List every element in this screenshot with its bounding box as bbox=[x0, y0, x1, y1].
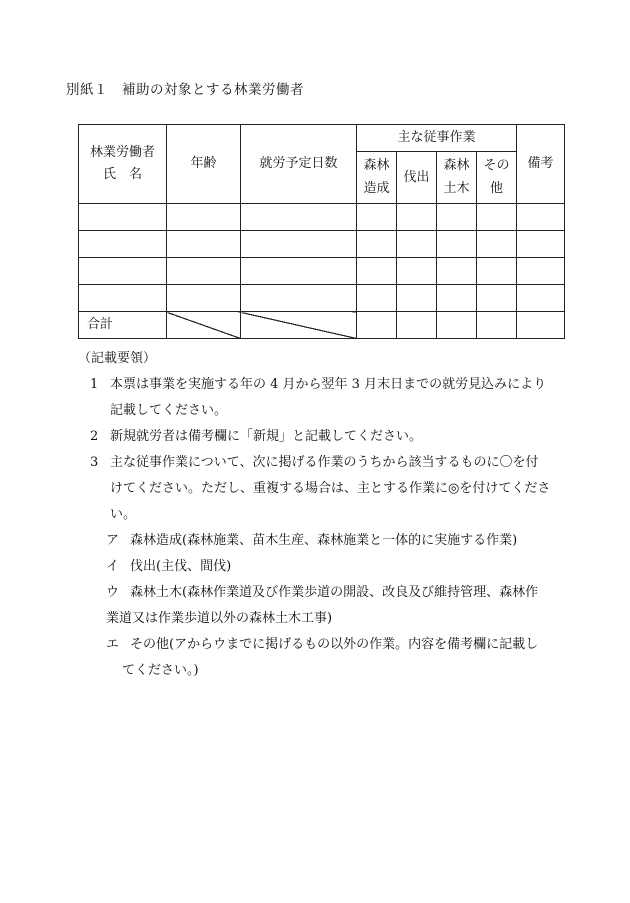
table-cell[interactable] bbox=[397, 285, 437, 312]
category-text: 森林造成(森林施業、苗木生産、森林施業と一体的に実施する作業) bbox=[130, 533, 518, 548]
table-row bbox=[79, 258, 565, 285]
header-worker-line2: 氏 名 bbox=[102, 167, 142, 182]
table-cell[interactable] bbox=[241, 231, 357, 258]
table-cell[interactable] bbox=[357, 312, 397, 339]
table-cell[interactable] bbox=[167, 285, 241, 312]
category-mark: ウ bbox=[106, 585, 120, 600]
header-forest-civil bbox=[437, 152, 477, 204]
table-row bbox=[79, 231, 565, 258]
category-text bbox=[122, 632, 568, 684]
table-cell[interactable] bbox=[241, 258, 357, 285]
table-cell[interactable] bbox=[79, 285, 167, 312]
instruction-item bbox=[78, 372, 568, 424]
table-cell[interactable] bbox=[397, 231, 437, 258]
header-forest-creation-line2: 造成 bbox=[363, 181, 390, 196]
work-category-item bbox=[106, 580, 568, 632]
table-cell[interactable] bbox=[517, 285, 565, 312]
header-work-days: 就労予定日数 bbox=[241, 125, 357, 204]
item-number: 1 bbox=[90, 377, 99, 392]
worker-table bbox=[78, 124, 565, 339]
table-cell[interactable] bbox=[437, 231, 477, 258]
item-line: 本票は事業を実施する年の 4 月から翌年 3 月末日までの就労見込みにより bbox=[110, 377, 547, 392]
item-number: 2 bbox=[90, 429, 99, 444]
header-other bbox=[477, 152, 517, 204]
table-cell[interactable] bbox=[397, 312, 437, 339]
item-number: 3 bbox=[90, 455, 99, 470]
table-cell[interactable] bbox=[167, 204, 241, 231]
table-cell[interactable] bbox=[517, 258, 565, 285]
table-cell[interactable] bbox=[517, 312, 565, 339]
header-main-work: 主な従事作業 bbox=[357, 125, 517, 152]
instructions-heading: （記載要領） bbox=[78, 351, 157, 366]
table-cell[interactable] bbox=[517, 231, 565, 258]
table-cell[interactable] bbox=[79, 231, 167, 258]
table-cell[interactable] bbox=[437, 312, 477, 339]
item-line: 新規就労者は備考欄に「新規」と記載してください。 bbox=[110, 429, 423, 444]
table-cell[interactable] bbox=[477, 204, 517, 231]
category-line: 業道又は作業歩道以外の森林土木工事) bbox=[106, 611, 333, 626]
item-text bbox=[110, 424, 568, 450]
header-forest-civil-line1: 森林 bbox=[443, 158, 470, 173]
header-forest-creation bbox=[357, 152, 397, 204]
item-text bbox=[110, 450, 568, 528]
category-text bbox=[106, 580, 568, 632]
table-cell[interactable] bbox=[241, 285, 357, 312]
table-cell[interactable] bbox=[517, 204, 565, 231]
table-row bbox=[79, 285, 565, 312]
table-cell[interactable] bbox=[477, 312, 517, 339]
work-category-item bbox=[106, 554, 568, 580]
work-category-item bbox=[106, 632, 568, 684]
page-title: 別紙１ 補助の対象とする林業労働者 bbox=[66, 82, 304, 98]
table-cell[interactable] bbox=[357, 204, 397, 231]
table-cell[interactable] bbox=[477, 258, 517, 285]
header-other-line2: 他 bbox=[490, 181, 504, 196]
instruction-item bbox=[78, 424, 568, 450]
category-mark: ア bbox=[106, 533, 120, 548]
table-cell[interactable] bbox=[79, 204, 167, 231]
total-days-diagonal bbox=[241, 312, 357, 339]
table-cell[interactable] bbox=[79, 258, 167, 285]
table-cell[interactable] bbox=[477, 285, 517, 312]
table-cell[interactable] bbox=[437, 285, 477, 312]
table-cell[interactable] bbox=[241, 204, 357, 231]
work-category-item bbox=[106, 528, 568, 554]
header-age: 年齢 bbox=[167, 125, 241, 204]
total-row bbox=[79, 312, 565, 339]
table-cell[interactable] bbox=[397, 258, 437, 285]
table-cell[interactable] bbox=[167, 231, 241, 258]
item-text bbox=[110, 372, 568, 424]
total-age-diagonal bbox=[167, 312, 241, 339]
instruction-item bbox=[78, 450, 568, 528]
item-line: 記載してください。 bbox=[110, 403, 228, 418]
total-label: 合計 bbox=[79, 312, 167, 339]
table-cell[interactable] bbox=[437, 204, 477, 231]
header-worker-name bbox=[79, 125, 167, 204]
item-line: けてください。ただし、重複する場合は、主とする作業に◎を付けてくださ bbox=[110, 481, 551, 496]
item-line: 主な従事作業について、次に掲げる作業のうちから該当するものに〇を付 bbox=[110, 455, 539, 470]
item-line: い。 bbox=[110, 507, 137, 522]
table-cell[interactable] bbox=[357, 285, 397, 312]
table-cell[interactable] bbox=[437, 258, 477, 285]
header-forest-civil-line2: 土木 bbox=[443, 181, 470, 196]
header-other-line1: その bbox=[483, 158, 510, 173]
table-cell[interactable] bbox=[397, 204, 437, 231]
category-mark: エ bbox=[106, 637, 120, 652]
table-cell[interactable] bbox=[477, 231, 517, 258]
category-line: 森林土木(森林作業道及び作業歩道の開設、改良及び維持管理、森林作 bbox=[130, 585, 539, 600]
category-mark: イ bbox=[106, 559, 120, 574]
category-line: その他(アからウまでに掲げるもの以外の作業。内容を備考欄に記載し bbox=[130, 637, 539, 652]
header-remarks: 備考 bbox=[517, 125, 565, 204]
table-cell[interactable] bbox=[357, 258, 397, 285]
table-cell[interactable] bbox=[167, 258, 241, 285]
category-text: 伐出(主伐、間伐) bbox=[130, 559, 232, 574]
instructions bbox=[78, 346, 568, 684]
header-forest-creation-line1: 森林 bbox=[363, 158, 390, 173]
table-row bbox=[79, 204, 565, 231]
header-worker-line1: 林業労働者 bbox=[89, 145, 155, 160]
header-logging: 伐出 bbox=[397, 152, 437, 204]
table-cell[interactable] bbox=[357, 231, 397, 258]
category-line: てください。) bbox=[122, 663, 199, 678]
